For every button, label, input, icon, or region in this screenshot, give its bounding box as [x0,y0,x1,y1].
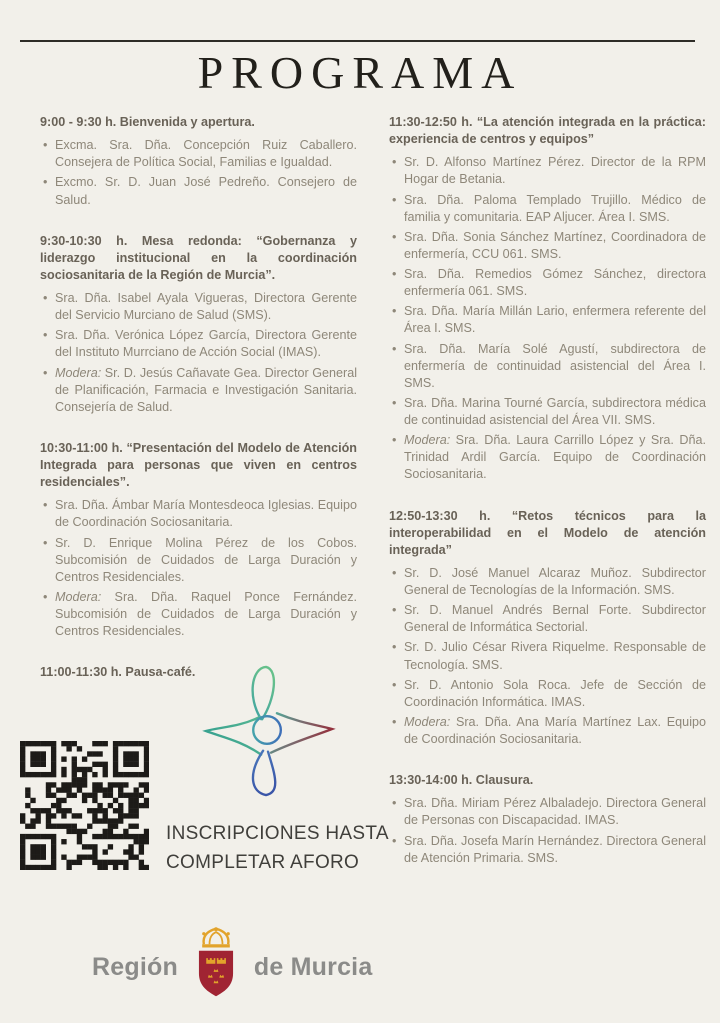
speaker-item: • Sra. Dña. Remedios Gómez Sánchez, directora enfermería 061. SMS. [389,266,706,300]
column-right [389,114,706,891]
qr-code-icon [20,741,149,870]
top-rule [20,40,695,42]
murcia-shield-icon [190,925,242,1009]
speaker-item: • Excma. Sra. Dña. Concepción Ruiz Caballero. Consejera de Política Social, Familias e Igualdad. [40,137,357,171]
event-logo [202,663,336,799]
program-section [389,508,706,749]
moderator-label: Modera: [404,433,451,448]
program-section [40,114,357,209]
speaker-item: • Sr. D. Manuel Andrés Bernal Forte. Subdirector General de Informática Sectorial. [389,602,706,636]
speaker-item: • Modera: Sra. Dña. Laura Carrillo López y Sra. Dña. Trinidad Ardil García. Equipo de Coordinación Sociosanitaria. [389,432,706,483]
registration-note [166,820,396,877]
section-heading: 12:50-13:30 h. “Retos técnicos para la interoperabilidad en el Modelo de atención integrada” [389,508,706,557]
speaker-item: • Sra. Dña. Josefa Marín Hernández. Directora General de Atención Primaria. SMS. [389,833,706,867]
speaker-list [40,497,357,640]
speaker-list [389,565,706,748]
section-heading: 9:30-10:30 h. Mesa redonda: “Gobernanza y liderazgo institucional en la coordinación sociosanitaria de la Región de Murcia”. [40,233,357,282]
program-section [40,233,357,416]
speaker-list [40,137,357,209]
program-section [40,440,357,640]
section-heading: 9:00 - 9:30 h. Bienvenida y apertura. [40,115,255,129]
star-ribbon-logo-icon [202,663,336,799]
region-de-murcia-logo [92,924,372,1010]
speaker-item: • Sr. D. Enrique Molina Pérez de los Cobos. Subcomisión de Cuidados de Larga Duración y Centros Residenciales. [40,535,357,586]
moderator-label: Modera: [55,365,102,380]
speaker-list [389,795,706,867]
section-heading: 11:00-11:30 h. Pausa-café. [40,665,196,680]
section-heading: 11:30-12:50 h. “La atención integrada en la práctica: experiencia de centros y equipos” [389,115,706,147]
section-heading: 10:30-11:00 h. “Presentación del Modelo de Atención Integrada para personas que viven en centros residenciales”. [40,440,357,490]
program-section [389,114,706,484]
speaker-list [389,154,706,483]
program-section [389,772,706,867]
speaker-item: • Modera: Sra. Dña. Ana María Martínez Lax. Equipo de Coordinación Sociosanitaria. [389,714,706,748]
registration-line-2: COMPLETAR AFORO [166,851,360,873]
speaker-item: • Sra. Dña. Paloma Templado Trujillo. Médico de familia y comunitaria. EAP Aljucer. Área I. SMS. [389,192,706,226]
speaker-item: • Sra. Dña. Isabel Ayala Vigueras, Directora Gerente del Servicio Murciano de Salud (SMS). [40,290,357,324]
speaker-item: • Sra. Dña. Ámbar María Montesdeoca Iglesias. Equipo de Coordinación Sociosanitaria. [40,497,357,531]
speaker-item: • Sra. Dña. Miriam Pérez Albaladejo. Directora General de Personas con Discapacidad. IMAS. [389,795,706,829]
speaker-item: • Excmo. Sr. D. Juan José Pedreño. Consejero de Salud. [40,174,357,208]
speaker-item: • Sr. D. Alfonso Martínez Pérez. Director de la RPM Hogar de Betania. [389,154,706,188]
registration-line-1: INSCRIPCIONES HASTA [166,823,389,844]
speaker-list [40,290,357,416]
moderator-label: Modera: [404,714,451,729]
speaker-item: • Sr. D. Julio César Rivera Riquelme. Responsable de Tecnología. SMS. [389,639,706,673]
column-left [40,114,357,705]
speaker-item: • Sr. D. José Manuel Alcaraz Muñoz. Subdirector General de Tecnologías de la Información. SMS. [389,565,706,599]
speaker-item: • Sr. D. Antonio Sola Roca. Jefe de Sección de Coordinación Informática. IMAS. [389,677,706,711]
moderator-label: Modera: [55,589,102,604]
de-murcia-text: de Murcia [253,952,373,981]
section-heading: 13:30-14:00 h. Clausura. [389,773,534,788]
qr-code [20,741,149,870]
speaker-item: • Modera: Sra. Dña. Raquel Ponce Fernández. Subcomisión de Cuidados de Larga Duración y Centros Residenciales. [40,589,357,640]
region-text: Región [92,952,178,981]
page-title: PROGRAMA [197,47,523,98]
speaker-item: • Sra. Dña. Verónica López García, Directora Gerente del Instituto Murrciano de Acción Social (IMAS). [40,327,357,361]
speaker-item: • Sra. Dña. María Millán Lario, enfermera referente del Área I. SMS. [389,303,706,337]
speaker-item: • Sra. Dña. María Solé Agustí, subdirectora de enfermería de continuidad asistencial del Área I. SMS. [389,341,706,392]
speaker-item: • Sra. Dña. Marina Tourné García, subdirectora médica de continuidad asistencial del Área VII. SMS. [389,395,706,429]
speaker-item: • Modera: Sr. D. Jesús Cañavate Gea. Director General de Planificación, Farmacia e Investigación Sanitaria. Consejería de Salud. [40,365,357,416]
speaker-item: • Sra. Dña. Sonia Sánchez Martínez, Coordinadora de enfermería, CCU 061. SMS. [389,229,706,263]
